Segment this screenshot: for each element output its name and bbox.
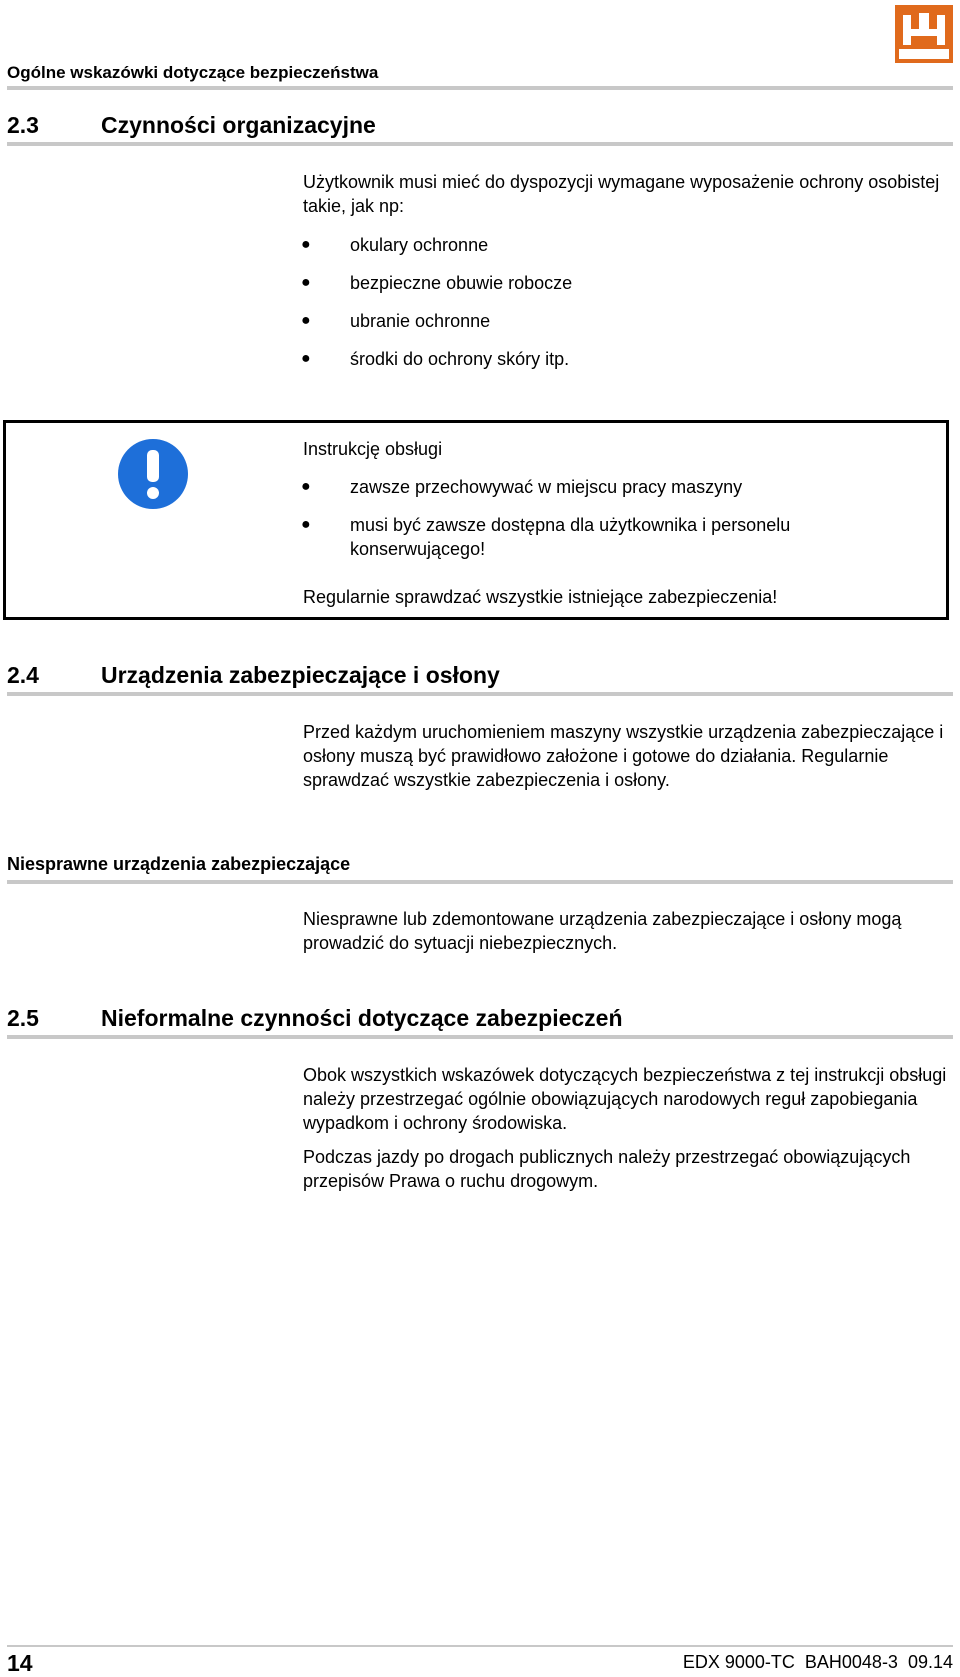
section-paragraph: Przed każdym uruchomieniem maszyny wszystkie urządzenia zabezpieczające i osłony muszą być prawidłowo założone i gotowe do działania. Regularnie sprawdzać wszystkie zabezpieczenia i osłony. [303,722,944,790]
section-rule [7,142,953,146]
bullet-icon: ● [301,312,311,329]
notice-list-item: zawsze przechowywać w miejscu pracy maszyny [350,477,743,497]
section-rule [7,692,953,696]
section-number: 2.5 [7,1005,39,1031]
bullet-icon: ● [301,478,311,495]
list-item: okulary ochronne [350,235,489,255]
header-rule [7,86,953,90]
bullet-icon: ● [301,274,311,291]
notice-closing: Regularnie sprawdzać wszystkie istniejące zabezpieczenia! [303,587,778,607]
section-intro: Użytkownik musi mieć do dyspozycji wymagane wyposażenie ochrony osobistej takie, jak np: [303,172,940,216]
logo-graphic [895,5,953,63]
list-item: ubranie ochronne [350,311,491,331]
subsection-rule [7,880,953,884]
notice-lead: Instrukcję obsługi [303,439,443,459]
section-number: 2.4 [7,662,39,688]
list-item: bezpieczne obuwie robocze [350,273,573,293]
subsection-title: Niesprawne urządzenia zabezpieczające [7,854,351,874]
list-item: środki do ochrony skóry itp. [350,349,570,369]
running-header: Ogólne wskazówki dotyczące bezpieczeństwa [7,63,379,82]
bullet-icon: ● [301,350,311,367]
exclamation-circle-icon [117,438,189,510]
section-number: 2.3 [7,112,39,138]
section-rule [7,1035,953,1039]
page-number: 14 [7,1650,33,1676]
section-paragraph: Obok wszystkich wskazówek dotyczących bezpieczeństwa z tej instrukcji obsługi należy przestrzegać ogólnie obowiązujących narodowych reguł zapobiegania wypadkom i ochrony środowiska. [303,1065,947,1133]
section-title: Nieformalne czynności dotyczące zabezpieczeń [101,1005,623,1031]
section-title: Czynności organizacyjne [101,112,376,138]
bullet-icon: ● [301,236,311,253]
notice-list-item: musi być zawsze dostępna dla użytkownika i personelu konserwującego! [350,515,791,559]
subsection-paragraph: Niesprawne lub zdemontowane urządzenia zabezpieczające i osłony mogą prowadzić do sytuacji niebezpiecznych. [303,909,902,953]
document-code: EDX 9000-TC BAH0048-3 09.14 [682,1652,953,1672]
footer-rule [7,1645,953,1647]
section-paragraph: Podczas jazdy po drogach publicznych należy przestrzegać obowiązujących przepisów Prawa o ruchu drogowym. [303,1147,911,1191]
bullet-icon: ● [301,516,311,533]
section-title: Urządzenia zabezpieczające i osłony [101,662,500,688]
amazone-logo [895,5,953,63]
